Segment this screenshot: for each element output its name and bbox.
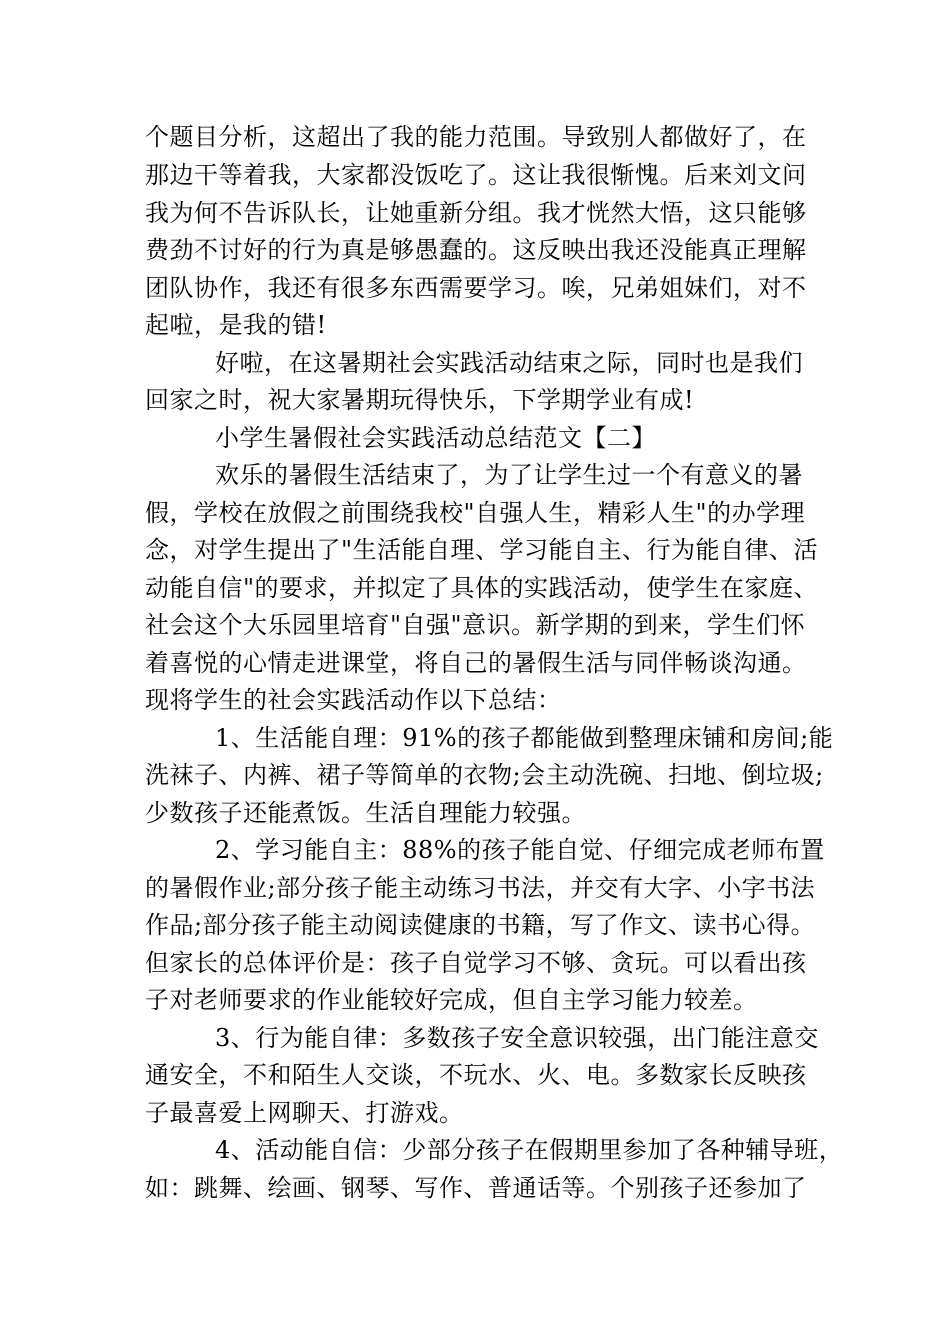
text-line: 现将学生的社会实践活动作以下总结：	[145, 686, 562, 714]
text-line: 的暑假作业;部分孩子能主动练习书法，并交有大字、小字书法	[145, 874, 816, 902]
text-line: 假，学校在放假之前围绕我校"自强人生，精彩人生"的办学理	[145, 499, 806, 527]
text-line: 那边干等着我，大家都没饭吃了。这让我很惭愧。后来刘文问	[145, 161, 807, 189]
paragraph-first-line: 1、生活能自理：91%的孩子都能做到整理床铺和房间;能	[215, 724, 834, 752]
text-line: 着喜悦的心情走进课堂，将自己的暑假生活与同伴畅谈沟通。	[145, 649, 807, 677]
text-line: 社会这个大乐园里培育"自强"意识。新学期的到来，学生们怀	[145, 611, 806, 639]
text-line: 团队协作，我还有很多东西需要学习。唉，兄弟姐妹们，对不	[145, 274, 807, 302]
section-heading: 小学生暑假社会实践活动总结范文【二】	[215, 424, 656, 452]
paragraph-first-line: 好啦，在这暑期社会实践活动结束之际，同时也是我们	[215, 349, 803, 377]
text-line: 动能自信"的要求，并拟定了具体的实践活动，使学生在家庭、	[145, 574, 819, 602]
paragraph-first-line: 2、学习能自主：88%的孩子能自觉、仔细完成老师布置	[215, 836, 825, 864]
text-line: 子对老师要求的作业能较好完成，但自主学习能力较差。	[145, 986, 758, 1014]
text-line: 个题目分析，这超出了我的能力范围。导致别人都做好了，在	[145, 123, 807, 151]
text-line: 少数孩子还能煮饭。生活自理能力较强。	[145, 799, 586, 827]
text-line: 念，对学生提出了"生活能自理、学习能自主、行为能自律、活	[145, 536, 819, 564]
text-line: 回家之时，祝大家暑期玩得快乐，下学期学业有成!	[145, 386, 695, 414]
text-line: 通安全，不和陌生人交谈，不玩水、火、电。多数家长反映孩	[145, 1061, 807, 1089]
text-line: 起啦，是我的错!	[145, 311, 327, 339]
text-line: 作品;部分孩子能主动阅读健康的书籍，写了作文、读书心得。	[145, 911, 816, 939]
text-line: 如：跳舞、绘画、钢琴、写作、普通话等。个别孩子还参加了	[145, 1174, 807, 1202]
paragraph-first-line: 欢乐的暑假生活结束了，为了让学生过一个有意义的暑	[215, 461, 803, 489]
text-line: 我为何不告诉队长，让她重新分组。我才恍然大悟，这只能够	[145, 199, 807, 227]
text-line: 费劲不讨好的行为真是够愚蠢的。这反映出我还没能真正理解	[145, 236, 807, 264]
paragraph-first-line: 4、活动能自信：少部分孩子在假期里参加了各种辅导班，	[215, 1136, 844, 1164]
text-line: 但家长的总体评价是：孩子自觉学习不够、贪玩。可以看出孩	[145, 949, 807, 977]
text-line: 子最喜爱上网聊天、打游戏。	[145, 1099, 464, 1127]
text-line: 洗袜子、内裤、裙子等简单的衣物;会主动洗碗、扫地、倒垃圾;	[145, 761, 824, 789]
paragraph-first-line: 3、行为能自律：多数孩子安全意识较强，出门能注意交	[215, 1024, 819, 1052]
